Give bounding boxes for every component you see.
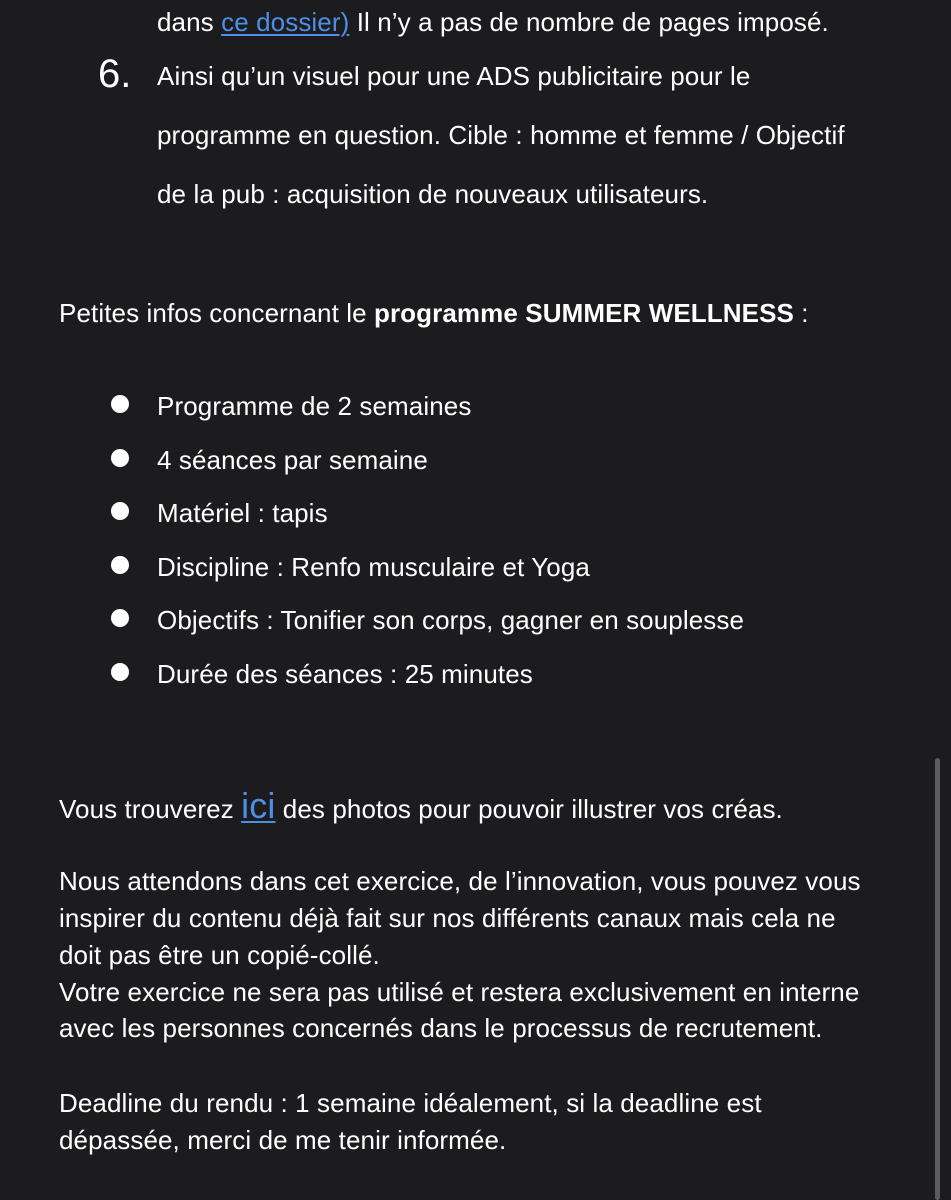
program-info-heading [59,295,809,331]
list-item: Discipline : Renfo musculaire et Yoga [157,552,590,582]
list-item-5-continuation [157,4,829,40]
bullet-icon [111,556,129,574]
paragraph-line: doit pas être un copié-collé. [59,940,380,970]
bullet-icon [111,663,129,681]
list-item: Durée des séances : 25 minutes [157,659,533,689]
list-item: Matériel : tapis [157,498,328,528]
paragraph-line: Votre exercice ne sera pas utilisé et restera exclusivement en interne [59,977,860,1007]
bullet-icon [111,609,129,627]
photos-paragraph [59,784,783,831]
list-item: Objectifs : Tonifier son corps, gagner en souplesse [157,605,745,635]
photos-link[interactable]: ici [241,785,276,826]
list-item-6-line-3: de la pub : acquisition de nouveaux utilisateurs. [157,179,709,209]
list-number-6: 6. [98,52,132,96]
list-item-6-line-2: programme en question. Cible : homme et femme / Objectif [157,120,845,150]
text: des photos pour pouvoir illustrer vos créas. [275,794,783,824]
text: Petites infos concernant le [59,298,374,328]
list-item: 4 séances par semaine [157,445,428,475]
paragraph-line: dépassée, merci de me tenir informée. [59,1125,507,1155]
text: dans [157,7,222,37]
bullet-icon [111,449,129,467]
paragraph-line: inspirer du contenu déjà fait sur nos différents canaux mais cela ne [59,903,836,933]
paragraph-line: Nous attendons dans cet exercice, de l’innovation, vous pouvez vous [59,866,861,896]
bullet-icon [111,395,129,413]
list-item-6-line-1: Ainsi qu’un visuel pour une ADS publicitaire pour le [157,61,751,91]
text: Il n’y a pas de nombre de pages imposé. [349,7,829,37]
vertical-scrollbar[interactable] [935,758,940,1200]
paragraph-line: avec les personnes concernés dans le processus de recrutement. [59,1013,823,1043]
list-item: Programme de 2 semaines [157,391,472,421]
text: Vous trouverez [59,794,242,824]
paragraph-line: Deadline du rendu : 1 semaine idéalement, si la deadline est [59,1088,762,1118]
bullet-icon [111,502,129,520]
folder-link[interactable]: ce dossier) [221,7,350,37]
program-name: programme SUMMER WELLNESS [373,298,794,328]
text: : [793,298,809,328]
